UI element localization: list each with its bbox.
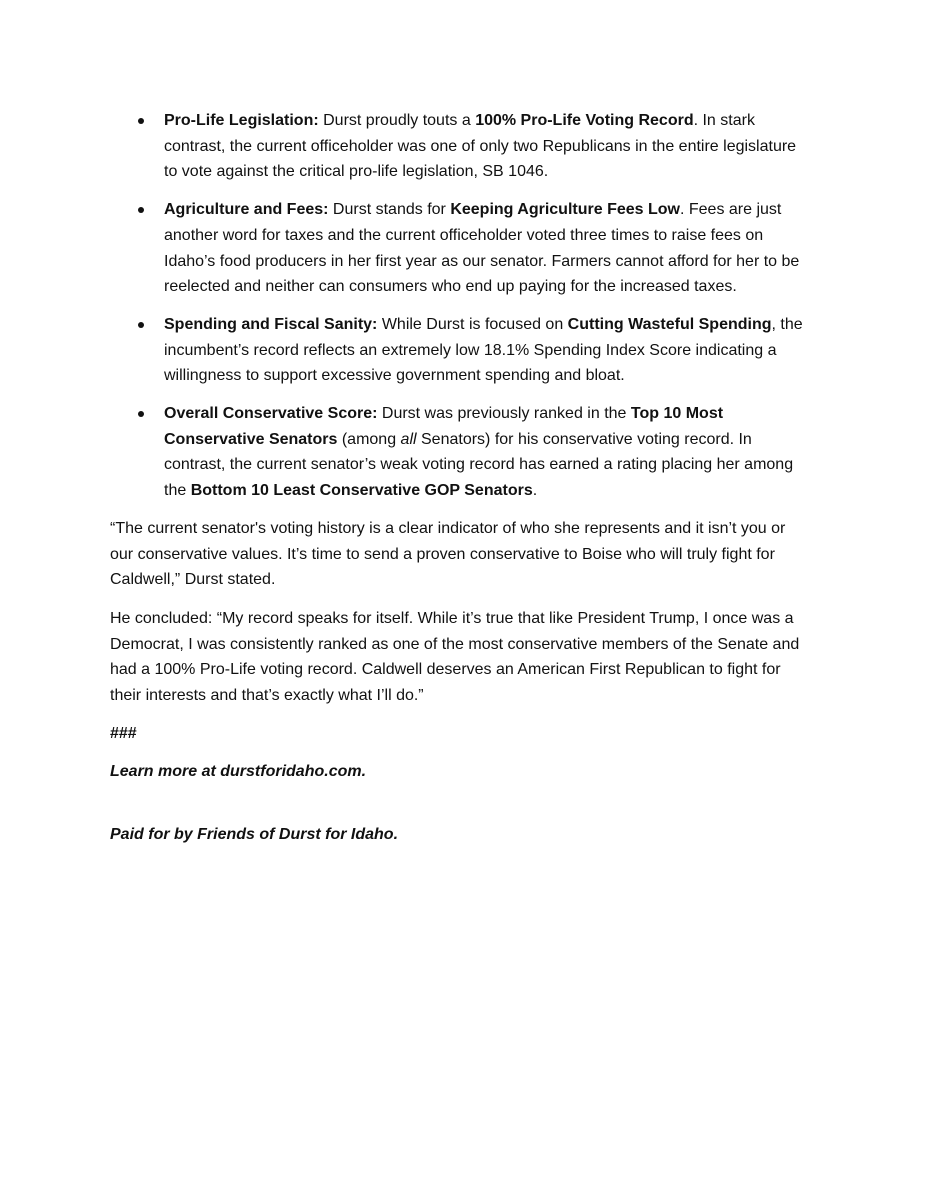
- list-item-conservative-score: [110, 401, 810, 504]
- item-text: .: [532, 482, 538, 500]
- bullet-icon: [138, 322, 144, 328]
- item-text: Durst was previously ranked in the: [377, 405, 631, 423]
- item-emphasis: Keeping Agriculture Fees Low: [450, 201, 680, 219]
- list-item-spending: [110, 312, 810, 389]
- bullet-icon: [138, 118, 144, 124]
- issue-list: [110, 108, 810, 516]
- item-text: While Durst is focused on: [377, 315, 568, 333]
- item-italic: all: [400, 430, 417, 448]
- item-emphasis: Cutting Wasteful Spending: [567, 315, 772, 333]
- item-text: (among: [337, 430, 401, 448]
- quote-paragraph: “The current senator's voting history is a clear indicator of who she represents and it isn’t you or our conservative values. It’s time to send a proven conservative to Boise who will truly fight for Caldwell,” Durst stated.: [110, 520, 786, 589]
- paid-for-disclaimer: Paid for by Friends of Durst for Idaho.: [110, 826, 399, 843]
- item-emphasis: Top 10 Most Conservative Senators: [164, 405, 724, 448]
- conclusion-paragraph: He concluded: “My record speaks for itself. While it’s true that like President Trump, I once was a Democrat, I was consistently ranked as one of the most conservative members of the Senate and had a 100% Pro-Life voting record. Caldwell deserves an American First Republican to fight for their interests and that’s exactly what I’ll do.”: [110, 610, 800, 705]
- item-text: . In stark contrast, the current officeholder was one of only two Republicans in the entire legislature to vote against the critical pro-life legislation, SB 1046.: [164, 112, 797, 181]
- list-item-pro-life: [110, 108, 810, 185]
- end-mark: ###: [110, 725, 137, 742]
- item-emphasis: 100% Pro-Life Voting Record: [475, 112, 694, 129]
- item-heading: Overall Conservative Score:: [164, 405, 378, 423]
- learn-more-text: Learn more at durstforidaho.com.: [110, 763, 367, 780]
- item-text: , the incumbent’s record reflects an extremely low 18.1% Spending Index Score indicating a willingness to support excessive government spending and bloat.: [164, 315, 803, 385]
- bullet-icon: [138, 411, 144, 417]
- item-text: . Fees are just another word for taxes and the current officeholder voted three times to raise fees on Idaho’s food producers in her first year as our senator. Farmers cannot afford for her to be reelected and neither can consumers who end up paying for the increased taxes.: [164, 201, 800, 296]
- list-item-agriculture: [110, 197, 810, 300]
- item-heading: Spending and Fiscal Sanity:: [164, 315, 378, 333]
- bullet-icon: [138, 207, 144, 213]
- item-heading: Pro-Life Legislation:: [164, 112, 319, 129]
- item-emphasis: Bottom 10 Least Conservative GOP Senators: [190, 482, 533, 500]
- item-text: Durst proudly touts a: [318, 112, 476, 129]
- item-text: Senators) for his conservative voting record. In contrast, the current senator’s weak voting record has earned a rating placing her among the: [164, 430, 794, 500]
- item-text: Durst stands for: [328, 201, 451, 219]
- item-heading: Agriculture and Fees:: [164, 201, 329, 219]
